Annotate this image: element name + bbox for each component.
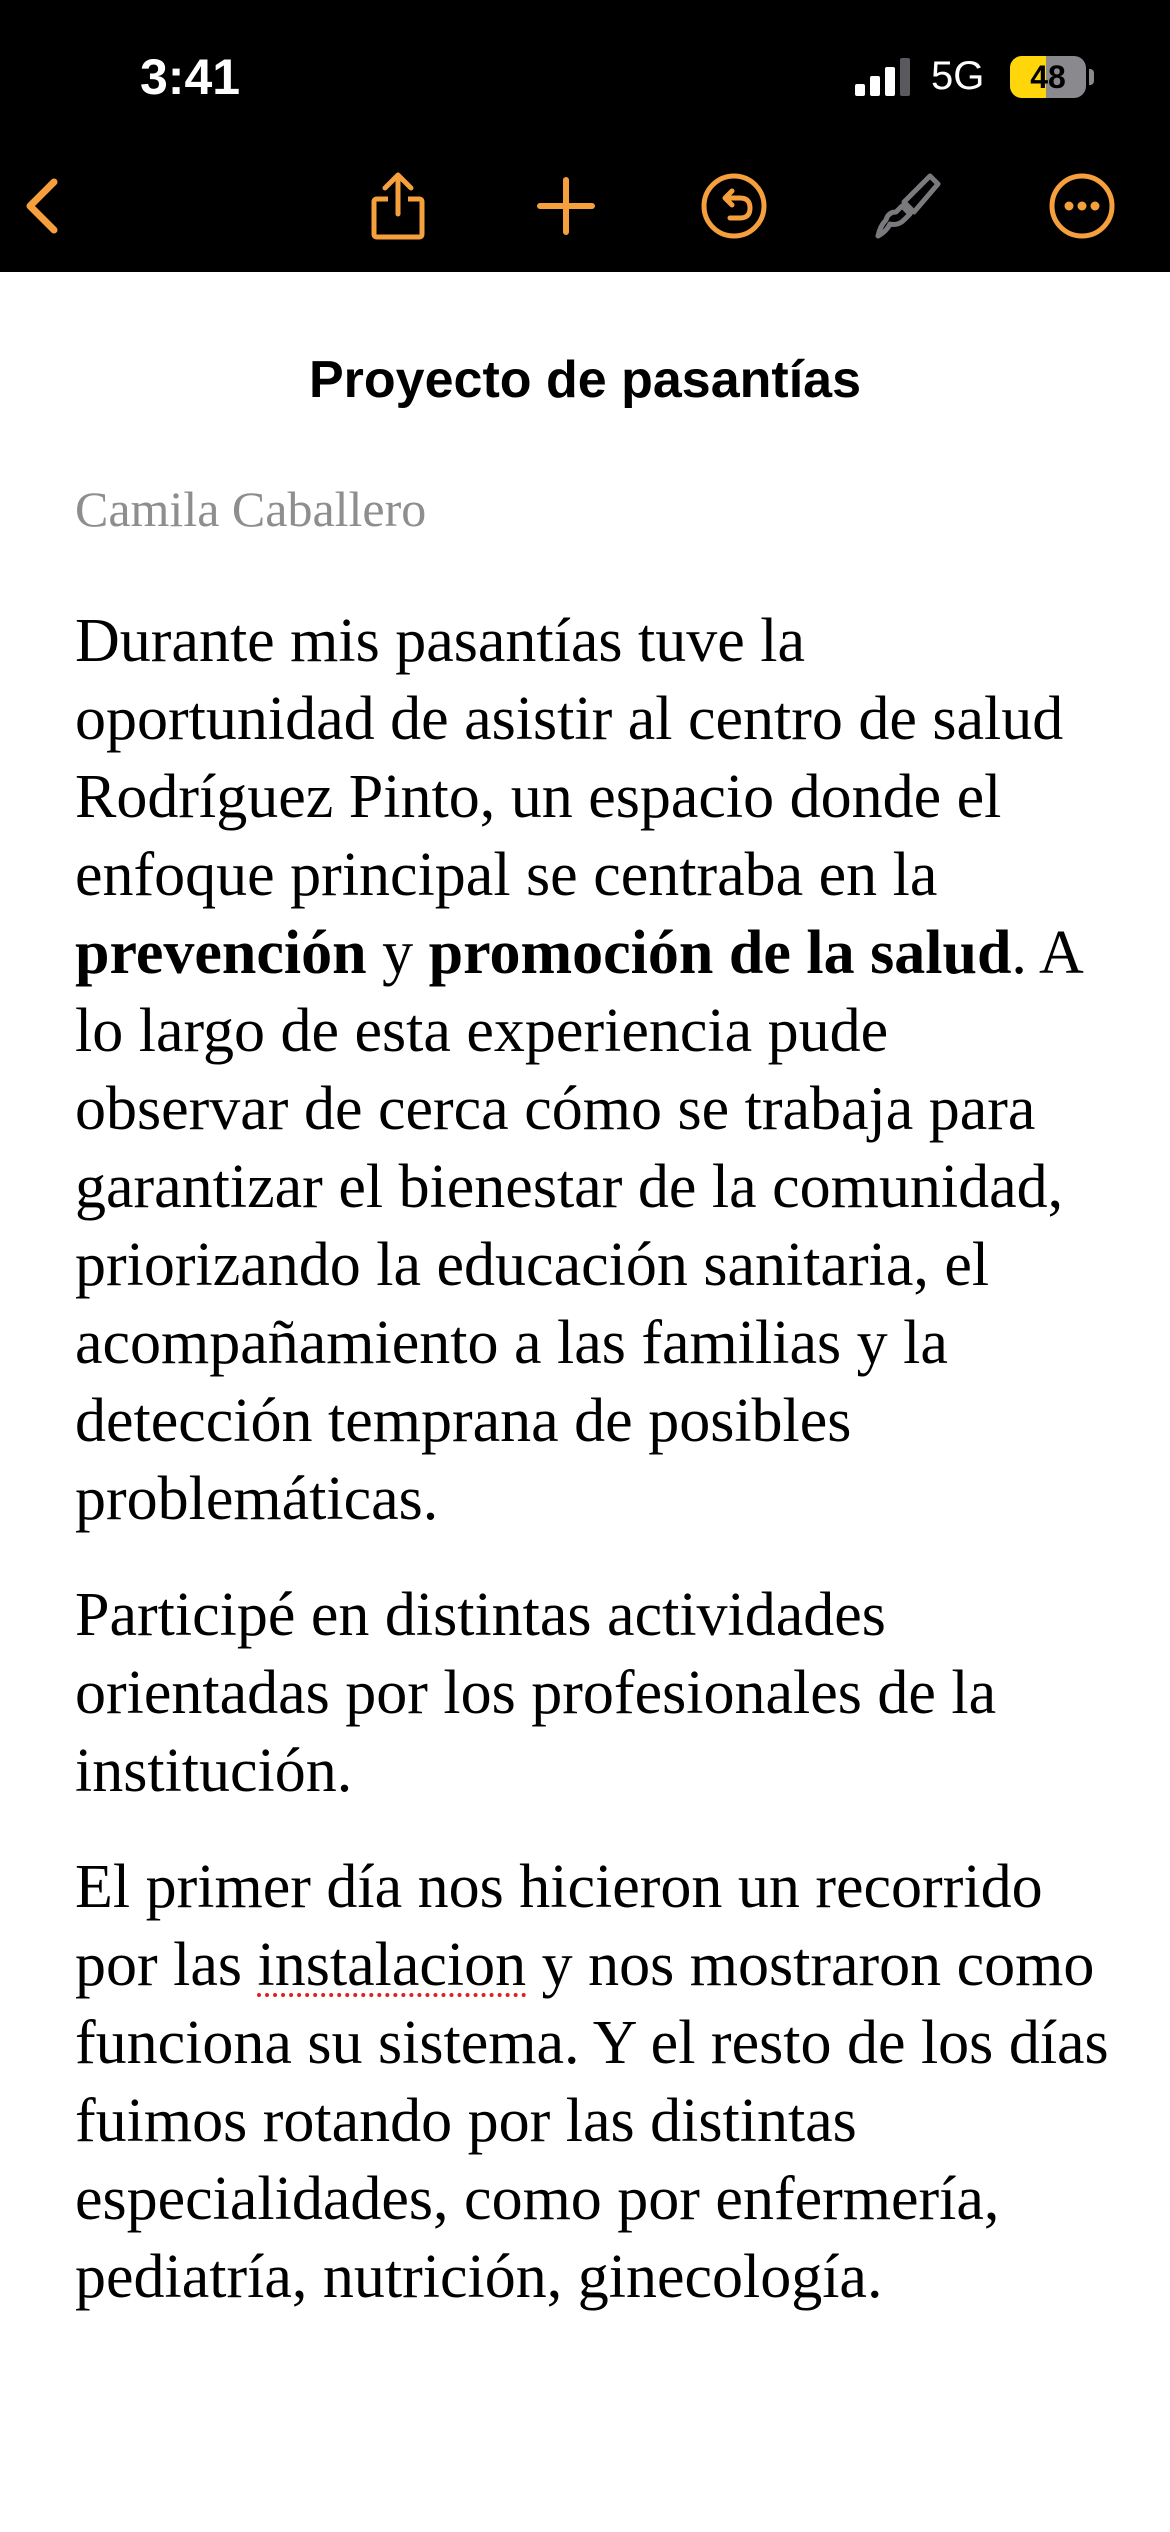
top-bar (0, 0, 1170, 272)
paragraph-3[interactable] (75, 1848, 1115, 2316)
battery-level: 48 (1030, 59, 1066, 95)
paragraph-1-text-c: y (366, 919, 429, 987)
document-author[interactable]: Camila Caballero (75, 481, 427, 537)
bold-prevencion: prevención (75, 919, 367, 987)
paragraph-3-text-a: El primer día nos hicieron un recorrido por las (75, 1853, 1043, 1999)
status-time: 3:41 (140, 49, 241, 105)
paragraph-1-text-a: Durante mis pasantías tuve la oportunidad de asistir al centro de salud Rodríguez Pinto, un espacio donde el enfoque principal se centraba en la (75, 607, 1064, 909)
paragraph-2[interactable]: Participé en distintas actividades orientadas por los profesionales de la institución. (75, 1581, 997, 1805)
back-chevron-icon[interactable] (4, 166, 84, 246)
misspelled-word[interactable]: instalacion (257, 1931, 527, 1999)
bold-promocion: promoción de la salud (428, 919, 1012, 987)
add-icon[interactable] (526, 166, 606, 246)
paragraph-3-text-c: y nos mostraron como funciona su sistema. Y el resto de los días fuimos rotando por las distintas especialidades, como por enfermería, pediatría, nutrición, ginecología. (75, 1931, 1109, 2311)
battery-icon (1010, 56, 1086, 98)
network-label: 5G (931, 54, 985, 98)
paragraph-1[interactable] (75, 602, 1115, 1538)
more-icon[interactable] (1042, 166, 1122, 246)
cellular-signal-icon (855, 58, 911, 96)
document-title[interactable]: Proyecto de pasantías (309, 351, 861, 409)
undo-icon[interactable] (694, 166, 774, 246)
document-body[interactable] (75, 602, 1115, 2354)
paintbrush-icon[interactable] (868, 166, 948, 246)
share-icon[interactable] (358, 166, 438, 246)
battery-cap (1089, 69, 1094, 85)
paragraph-1-text-e: . A lo largo de esta experiencia pude observar de cerca cómo se trabaja para garantizar el bienestar de la comunidad, priorizando la educación sanitaria, el acompañamiento a las familias y la detección temprana de posibles problemáticas. (75, 919, 1081, 1533)
document-page[interactable] (0, 272, 1170, 2532)
